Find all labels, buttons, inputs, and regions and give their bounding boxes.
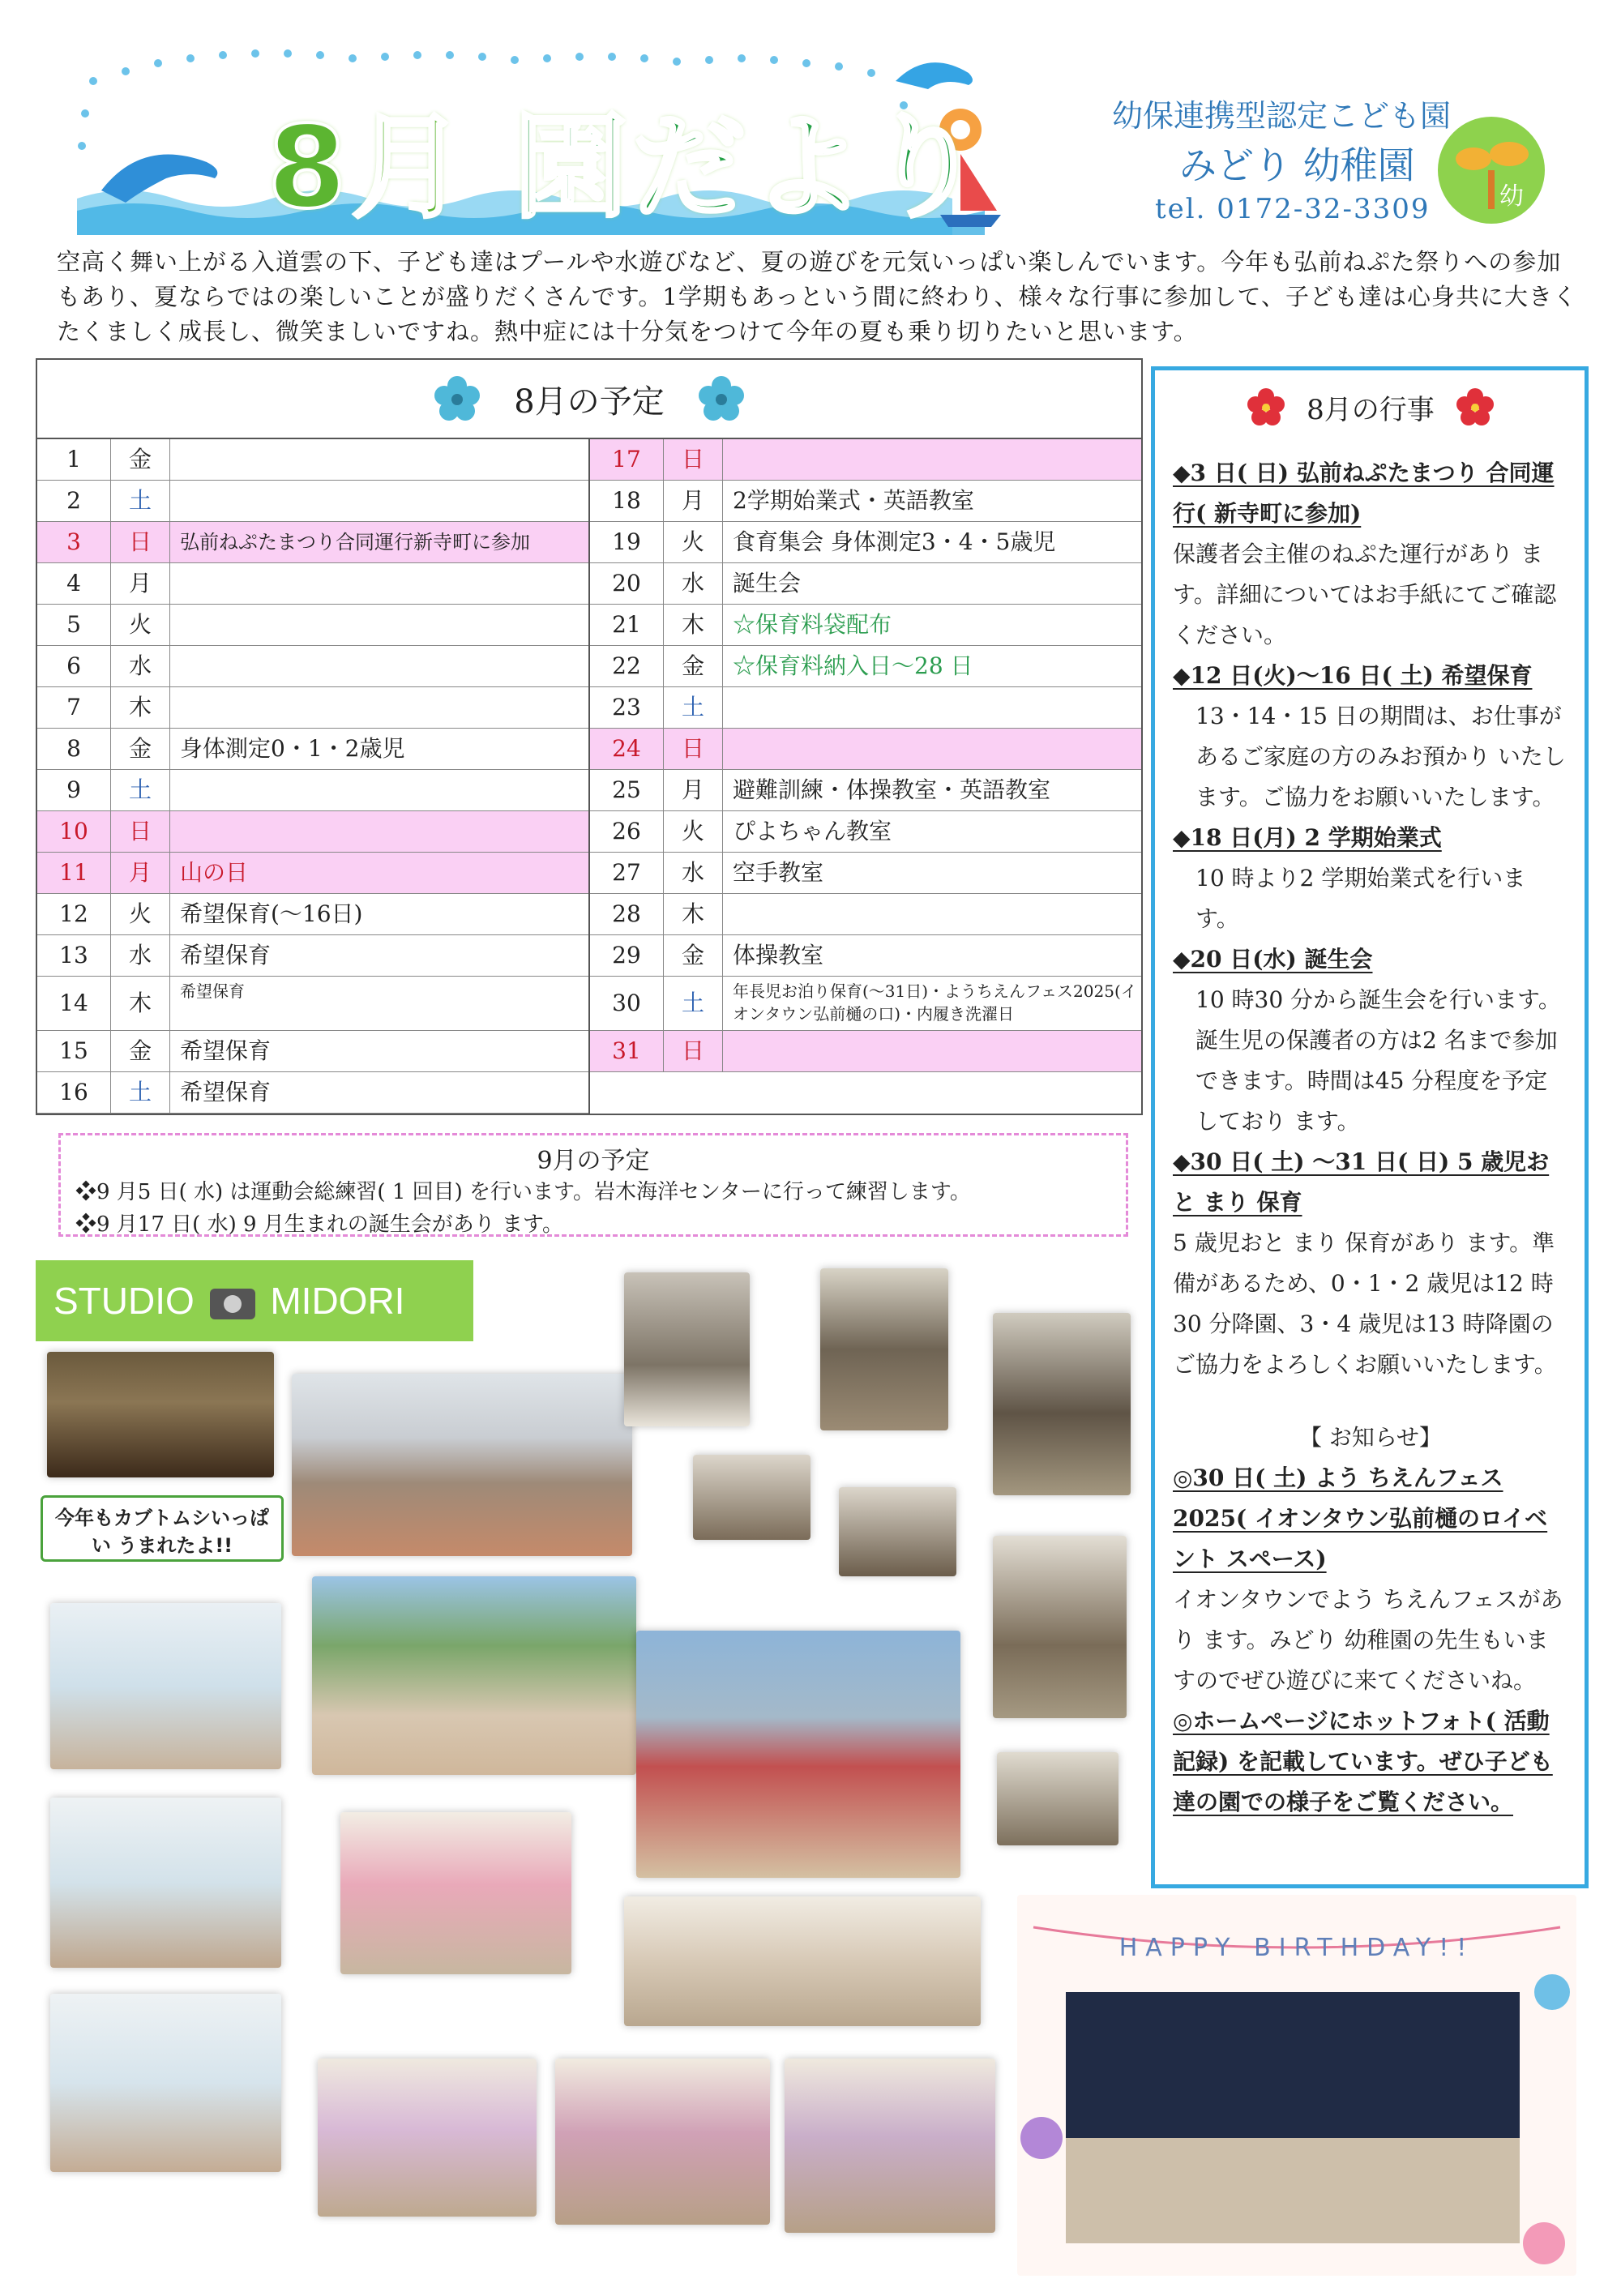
schedule-title: 8月の予定 [514, 383, 665, 421]
schedule-event [170, 563, 588, 604]
event-heading: ◆18 日(月) 2 学期始業式 [1173, 824, 1442, 851]
photo-group-hall [292, 1374, 632, 1556]
event-text: 13・14・15 日の期間は、お仕事があるご家庭の方のみお預かり いたします。ご協力をお願いいたします。 [1195, 703, 1566, 810]
birthday-banner: HAPPY BIRTHDAY!! [1118, 1934, 1475, 1962]
schedule-weekday: 土 [664, 977, 723, 1030]
intro-paragraph: 空高く舞い上がる入道雲の下、子ども達はプールや水遊びなど、夏の遊びを元気いっぱい楽しんでいます。今年も弘前ねぷた祭りへの参加もあり、夏ならではの楽しいことが盛りだくさんです。1学期もあっという間に終わり、様々な行事に参加して、子ども達は心身共に大きくたくましく成長し、微笑ましいですね。熱中症には十分気をつけて今年の夏も乗り切りたいと思います。 [57, 248, 1577, 345]
schedule-day: 1 [37, 439, 111, 480]
schedule-day: 14 [37, 977, 111, 1030]
schedule-weekday: 木 [664, 894, 723, 934]
schedule-day: 17 [590, 439, 664, 480]
schedule-event [723, 1031, 1141, 1071]
hibiscus-icon [1247, 387, 1285, 426]
photo-nebuta-outdoor-1 [312, 1576, 636, 1775]
schedule-day: 5 [37, 605, 111, 645]
events-title-row [1173, 378, 1568, 435]
schedule-weekday: 月 [111, 563, 170, 604]
schedule-row [590, 729, 1141, 770]
schedule-event [170, 770, 588, 810]
studio-label-a: STUDIO [53, 1280, 195, 1322]
schedule-row [590, 894, 1141, 935]
schedule-event [723, 687, 1141, 728]
schedule-day: 12 [37, 894, 111, 934]
schedule-column-right [590, 439, 1141, 1114]
schedule-weekday: 月 [111, 853, 170, 893]
schedule-day: 6 [37, 646, 111, 686]
photo-tanabata-1 [50, 1603, 281, 1769]
schedule-weekday: 日 [664, 439, 723, 480]
event-heading: ◎ホームページにホットフォト( 活動記録) を記載しています。ぜひ子ども達の園での様子をご覧ください。 [1173, 1708, 1553, 1815]
photo-nebuta-outdoor-2 [636, 1631, 960, 1878]
schedule-event: ☆保育料袋配布 [733, 611, 892, 638]
blue-flower-icon [697, 374, 746, 423]
school-telephone: tel. 0172-32-3309 [1155, 193, 1431, 225]
event-text: イオンタウンでよう ちえんフェスがあり ます。みどり 幼稚園の先生もいますのでぜひ遊びに来てくださいね。 [1173, 1586, 1563, 1694]
schedule-row [37, 605, 588, 646]
photo-birthday [1017, 1895, 1576, 2276]
photo-corridor-5 [839, 1487, 956, 1576]
schedule-weekday: 金 [111, 729, 170, 769]
schedule-event: 2学期始業式・英語教室 [733, 487, 974, 514]
schedule-row [37, 563, 588, 605]
schedule-day: 7 [37, 687, 111, 728]
august-events-box [1151, 366, 1589, 1888]
schedule-weekday: 木 [111, 687, 170, 728]
page-title [267, 77, 987, 240]
schedule-event [170, 605, 588, 645]
schedule-row [37, 977, 588, 1031]
schedule-row [37, 853, 588, 894]
schedule-day: 28 [590, 894, 664, 934]
schedule-row [37, 522, 588, 563]
schedule-row [37, 894, 588, 935]
schedule-event: 希望保育 [180, 1079, 272, 1105]
schedule-weekday: 土 [111, 1072, 170, 1113]
schedule-weekday: 火 [111, 605, 170, 645]
schedule-event: 年長児お泊り保育(～31日)・ようちえんフェス2025(イオンタウン弘前樋の口)・内履き洗濯日 [733, 981, 1137, 1024]
schedule-event: 避難訓練・体操教室・英語教室 [733, 776, 1051, 803]
schedule-weekday: 水 [111, 935, 170, 976]
schedule-weekday: 月 [664, 770, 723, 810]
schedule-row [37, 935, 588, 977]
schedule-day: 25 [590, 770, 664, 810]
schedule-event: 空手教室 [733, 859, 824, 886]
school-logo-icon [1435, 113, 1548, 227]
september-title: 9月の予定 [537, 1147, 650, 1175]
schedule-row [37, 1072, 588, 1114]
schedule-row [37, 687, 588, 729]
event-text: 5 歳児おと まり 保育があり ます。準備があるため、0・1・2 歳児は12 時30 分降園、3・4 歳児は13 時降園のご協力をよろしくお願いいたします。 [1173, 1229, 1557, 1378]
schedule-row [37, 770, 588, 811]
schedule-weekday: 土 [111, 770, 170, 810]
schedule-row [590, 646, 1141, 687]
schedule-event [723, 729, 1141, 769]
schedule-weekday: 金 [664, 935, 723, 976]
schedule-weekday: 月 [664, 481, 723, 521]
schedule-event [170, 646, 588, 686]
schedule-day: 18 [590, 481, 664, 521]
schedule-event [170, 687, 588, 728]
schedule-event: 身体測定0・1・2歳児 [180, 735, 405, 762]
schedule-row [590, 481, 1141, 522]
school-logo-char: 幼 [1499, 182, 1524, 211]
schedule-event [723, 439, 1141, 480]
photo-tanabata-3 [50, 1994, 281, 2172]
schedule-day: 31 [590, 1031, 664, 1071]
schedule-day: 19 [590, 522, 664, 562]
event-heading: ◆3 日( 日) 弘前ねぷたまつり 合同運行( 新寺町に参加) [1173, 460, 1555, 527]
schedule-grid [37, 439, 1141, 1114]
schedule-day: 9 [37, 770, 111, 810]
events-title: 8月の行事 [1307, 393, 1435, 426]
schedule-event: ☆保育料納入日～28 日 [733, 652, 973, 679]
schedule-day: 23 [590, 687, 664, 728]
schedule-row [37, 1031, 588, 1072]
schedule-event: 希望保育 [180, 942, 272, 968]
schedule-weekday: 火 [664, 811, 723, 852]
photo-corridor-7 [997, 1752, 1118, 1845]
schedule-row [590, 605, 1141, 646]
schedule-weekday: 金 [111, 1031, 170, 1071]
school-name: みどり 幼稚園 [1179, 143, 1415, 187]
schedule-event: 希望保育 [180, 981, 245, 1001]
schedule-day: 11 [37, 853, 111, 893]
event-heading: ◆30 日( 土) ～31 日( 日) 5 歳児おと まり 保育 [1173, 1148, 1550, 1216]
schedule-event: 希望保育 [180, 1037, 272, 1064]
schedule-title-row [37, 360, 1141, 439]
schedule-row [590, 977, 1141, 1031]
schedule-row [590, 1031, 1141, 1072]
event-heading: ◆20 日(水) 誕生会 [1173, 946, 1373, 973]
schedule-weekday: 土 [111, 481, 170, 521]
beetle-caption: 今年もカブトムシいっぱい うまれたよ!! [41, 1495, 284, 1562]
schedule-day: 22 [590, 646, 664, 686]
studio-label-b: MIDORI [270, 1280, 405, 1322]
schedule-day: 27 [590, 853, 664, 893]
schedule-row [37, 439, 588, 481]
schedule-day: 4 [37, 563, 111, 604]
photo-tanabata-2 [50, 1798, 281, 1968]
schedule-row [37, 729, 588, 770]
august-schedule-table [36, 358, 1143, 1115]
event-heading: ◆12 日(火)～16 日( 土) 希望保育 [1173, 662, 1533, 689]
schedule-row [37, 481, 588, 522]
schedule-column-left [37, 439, 590, 1114]
schedule-weekday: 火 [664, 522, 723, 562]
school-type: 幼保連携型認定こども園 [1112, 98, 1452, 134]
photo-nebuta-hall-2 [624, 1896, 981, 2026]
schedule-day: 26 [590, 811, 664, 852]
schedule-day: 3 [37, 522, 111, 562]
title-newsletter: 園だより [514, 102, 988, 234]
schedule-row [590, 439, 1141, 481]
schedule-row [37, 811, 588, 853]
schedule-event: 食育集会 身体測定3・4・5歳児 [733, 528, 1056, 555]
studio-midori-label [36, 1260, 473, 1341]
schedule-weekday: 木 [111, 977, 170, 1030]
schedule-day: 30 [590, 977, 664, 1030]
schedule-weekday: 土 [664, 687, 723, 728]
events-body [1173, 453, 1568, 1823]
photo-nebuta-hall-3 [318, 2059, 537, 2217]
schedule-row [590, 687, 1141, 729]
schedule-weekday: 火 [111, 894, 170, 934]
photo-corridor-6 [993, 1536, 1127, 1718]
schedule-event [170, 811, 588, 852]
schedule-event: 弘前ねぷたまつり合同運行新寺町に参加 [180, 531, 530, 554]
schedule-row [590, 853, 1141, 894]
camera-icon [210, 1289, 255, 1319]
hibiscus-icon [1456, 387, 1495, 426]
schedule-day: 20 [590, 563, 664, 604]
photo-corridor-2 [820, 1268, 948, 1430]
schedule-weekday: 日 [111, 522, 170, 562]
schedule-day: 29 [590, 935, 664, 976]
schedule-day: 24 [590, 729, 664, 769]
schedule-day: 16 [37, 1072, 111, 1113]
schedule-event [170, 481, 588, 521]
september-item: ❖9 月5 日( 水) は運動会総練習( 1 回目) を行います。岩木海洋センターに行って練習します。 [75, 1180, 971, 1204]
schedule-row [590, 563, 1141, 605]
photo-corridor-1 [624, 1272, 750, 1426]
schedule-day: 10 [37, 811, 111, 852]
schedule-event: 体操教室 [733, 942, 824, 968]
photo-nebuta-hall-4 [555, 2059, 770, 2225]
event-text: 【 お知らせ】 [1298, 1424, 1443, 1451]
photo-corridor-3 [993, 1313, 1131, 1495]
schedule-weekday: 日 [664, 1031, 723, 1071]
schedule-weekday: 水 [664, 563, 723, 604]
schedule-day: 15 [37, 1031, 111, 1071]
event-text: 10 時より2 学期始業式を行います。 [1195, 865, 1526, 932]
schedule-weekday: 水 [111, 646, 170, 686]
photo-corridor-4 [693, 1455, 810, 1540]
schedule-weekday: 木 [664, 605, 723, 645]
title-month: 8月 [267, 102, 470, 234]
september-item: ❖9 月17 日( 水) 9 月生まれの誕生会があり ます。 [75, 1212, 563, 1237]
blue-flower-icon [433, 374, 481, 423]
schedule-weekday: 金 [111, 439, 170, 480]
schedule-event: 誕生会 [733, 570, 802, 596]
event-heading: ◎30 日( 土) よう ちえんフェス2025( イオンタウン弘前樋のロイベント スペース) [1173, 1464, 1548, 1572]
schedule-row [37, 646, 588, 687]
schedule-row [590, 935, 1141, 977]
schedule-event: ぴよちゃん教室 [733, 818, 892, 844]
event-text: 保護者会主催のねぷた運行があり ます。詳細についてはお手紙にてご確認ください。 [1173, 541, 1557, 648]
schedule-day: 21 [590, 605, 664, 645]
schedule-weekday: 日 [111, 811, 170, 852]
schedule-day: 2 [37, 481, 111, 521]
schedule-event: 希望保育(～16日) [180, 900, 363, 927]
schedule-event: 山の日 [180, 859, 249, 886]
photo-nebuta-hall-5 [785, 2059, 995, 2233]
schedule-event [723, 894, 1141, 934]
schedule-row [590, 811, 1141, 853]
schedule-row [590, 522, 1141, 563]
photo-beetles [47, 1352, 274, 1477]
schedule-row [590, 770, 1141, 811]
schedule-event [170, 439, 588, 480]
schedule-day: 8 [37, 729, 111, 769]
september-schedule-box [58, 1133, 1128, 1237]
photo-nebuta-hall-1 [340, 1812, 571, 1974]
event-text: 10 時30 分から誕生会を行います。誕生児の保護者の方は2 名まで参加できます。時間は45 分程度を予定しており ます。 [1195, 986, 1561, 1135]
schedule-day: 13 [37, 935, 111, 976]
schedule-weekday: 日 [664, 729, 723, 769]
schedule-weekday: 水 [664, 853, 723, 893]
schedule-weekday: 金 [664, 646, 723, 686]
